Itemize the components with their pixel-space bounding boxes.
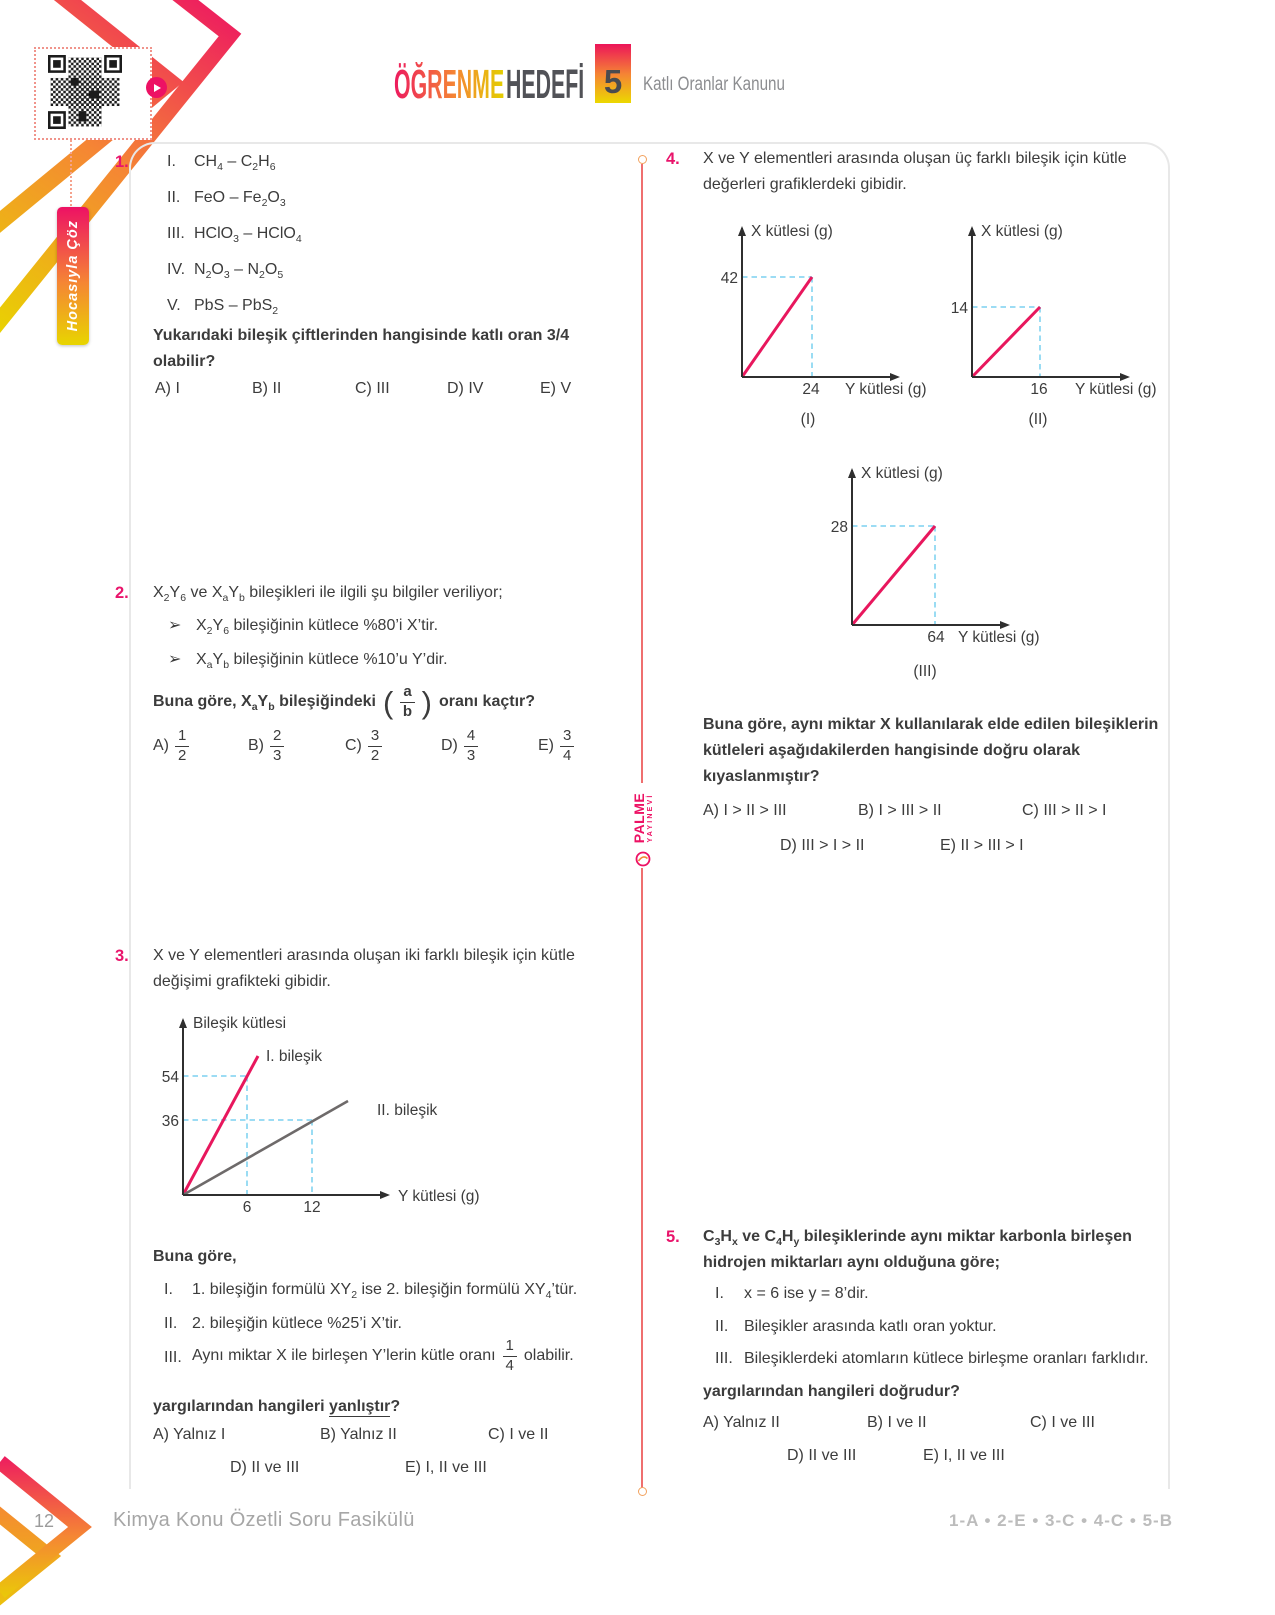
option-b: B) I > III > II	[858, 802, 942, 819]
x-tick-12: 12	[303, 1199, 321, 1216]
fraction-a-b: $\frac{a}{b}$	[400, 684, 414, 721]
publisher-icon	[634, 850, 652, 868]
chart-caption: (I)	[800, 411, 816, 428]
publisher-subname: YAYINEVİ	[647, 793, 654, 843]
y-tick: 42	[720, 270, 738, 287]
y-tick: 14	[950, 300, 968, 317]
page-title-colored: ÖĞRENME	[394, 61, 505, 107]
item-roman: II.	[167, 189, 181, 206]
item-roman: II.	[164, 1315, 178, 1332]
learning-goal-badge	[595, 44, 631, 103]
publisher-name: PALME	[631, 792, 647, 844]
chart-caption: (II)	[1028, 411, 1048, 428]
q3-line-chart	[140, 998, 540, 1223]
option-c: C) III > II > I	[1022, 802, 1107, 819]
item-roman: III.	[164, 1349, 182, 1366]
option-d: D) II ve III	[787, 1447, 857, 1464]
y-axis-label: X kütlesi (g)	[751, 223, 833, 240]
x-tick: 16	[1030, 381, 1048, 398]
item-formula: HClO$_3$ – HClO$_4$	[194, 225, 302, 246]
item-roman: I.	[715, 1285, 724, 1302]
paren-open: (	[382, 684, 394, 720]
page-subtitle: Katlı Oranlar Kanunu	[643, 74, 785, 95]
question-number: 2.	[115, 584, 129, 602]
fraction-1-4: $\frac{1}{4}$	[503, 1338, 517, 1375]
option-c: C) III	[355, 380, 390, 397]
item-text: 2. bileşiğin kütlece %25’i X’tir.	[192, 1315, 402, 1332]
x-tick: 24	[802, 381, 820, 398]
question-intro: $X_2Y_6$ ve $X_aY_b$ bileşikleri ile ilgili şu bilgiler veriliyor;	[153, 584, 503, 605]
item-formula: PbS – PbS$_2$	[194, 297, 279, 318]
y-axis-label: Bileşik kütlesi	[193, 1015, 287, 1032]
option-e: E) I, II ve III	[405, 1459, 487, 1476]
option-d: D) IV	[447, 380, 484, 397]
publisher-logo	[632, 783, 660, 853]
question-intro: $C_3H_x$ ve $C_4H_y$ bileşiklerinde aynı miktar karbonla birleşen hidrojen miktarları aynı olduğuna göre;	[703, 1228, 1132, 1271]
question-number: 3.	[115, 947, 129, 965]
item-roman: III.	[715, 1350, 733, 1367]
option-c: C) I ve III	[1030, 1414, 1095, 1431]
option-d: D) $\frac{4}{3}$	[441, 728, 478, 765]
bullet-text: $X_2Y_6$ bileşiğinin kütlece %80’i X’tir.	[196, 617, 439, 638]
option-c: C) $\frac{3}{2}$	[345, 728, 382, 765]
item-formula: $N_2O_3 - N_2O_5$	[194, 261, 284, 282]
option-e: E) V	[540, 380, 572, 397]
bullet-arrow-icon: ➢	[168, 651, 182, 668]
lead-text: Buna göre,	[153, 1248, 237, 1265]
option-a: A) I	[155, 380, 180, 397]
item-text: Bileşikler arasında katlı oran yoktur.	[744, 1318, 997, 1335]
option-c: C) I ve II	[488, 1426, 549, 1443]
option-b: B) II	[252, 380, 282, 397]
series-1-label: I. bileşik	[266, 1048, 322, 1065]
item-text-with-fraction: Aynı miktar X ile birleşen Y’lerin kütle oranı $\frac{1}{4}$ olabilir.	[192, 1336, 574, 1374]
bullet-text: $X_aY_b$ bileşiğinin kütlece %10’u Y’dir.	[196, 651, 448, 672]
question-number: 4.	[666, 150, 680, 168]
question-number: 1.	[115, 153, 129, 171]
y-tick: 28	[830, 519, 848, 536]
option-d: D) II ve III	[230, 1459, 300, 1476]
q4-chart-3	[808, 452, 1043, 697]
item-roman: II.	[715, 1318, 729, 1335]
underlined-word: yanlıştır	[329, 1398, 391, 1415]
option-b: B) $\frac{2}{3}$	[248, 728, 284, 765]
question-intro: X ve Y elementleri arasında oluşan iki farklı bileşik için kütle değişimi grafikteki gibidir.	[153, 947, 575, 990]
item-text: x = 6 ise y = 8’dir.	[744, 1285, 869, 1302]
y-axis-label: X kütlesi (g)	[981, 223, 1063, 240]
y-tick-36: 36	[161, 1113, 179, 1130]
page-number: 12	[33, 1511, 55, 1531]
question-number: 5.	[666, 1228, 680, 1246]
question-stem: Buna göre, aynı miktar X kullanılarak elde edilen bileşiklerin kütleleri aşağıdakilerden hangisinde doğru olarak kıyaslanmıştır?	[703, 716, 1159, 785]
qr-code	[48, 55, 122, 129]
badge-number: 5	[603, 63, 623, 100]
divider-dot-bottom	[638, 1487, 647, 1496]
q4-chart-1	[698, 212, 933, 447]
option-e: E) II > III > I	[940, 837, 1024, 854]
item-roman: V.	[167, 297, 181, 314]
side-tag-label: Hocasıyla Çöz	[65, 220, 81, 332]
option-b: B) Yalnız II	[320, 1426, 397, 1443]
item-roman: IV.	[167, 261, 186, 278]
x-axis-label: Y kütlesi (g)	[398, 1188, 480, 1205]
option-a: A) Yalnız I	[153, 1426, 226, 1443]
divider-dot-top	[638, 155, 647, 164]
y-axis-label: X kütlesi (g)	[861, 465, 943, 482]
footer-ribbon-icon	[0, 1438, 130, 1615]
y-tick-54: 54	[161, 1069, 179, 1086]
page-title-dark: HEDEFİ	[506, 61, 585, 107]
q4-chart-2	[928, 212, 1163, 447]
option-d: D) III > I > II	[780, 837, 865, 854]
option-b: B) I ve II	[867, 1414, 927, 1431]
question-intro: X ve Y elementleri arasında oluşan üç farklı bileşik için kütle değerleri grafiklerdeki gibidir.	[703, 150, 1127, 193]
x-axis-label: Y kütlesi (g)	[1075, 381, 1157, 398]
play-icon	[146, 77, 167, 98]
stem-prefix: Buna göre, $X_aY_b$ bileşiğindeki	[153, 693, 376, 714]
question-stem: Yukarıdaki bileşik çiftlerinden hangisinde katlı oran 3/4 olabilir?	[153, 327, 570, 370]
x-axis-label: Y kütlesi (g)	[845, 381, 927, 398]
question-stem: yargılarından hangileri doğrudur?	[703, 1383, 960, 1400]
series-2-label: II. bileşik	[377, 1102, 438, 1119]
item-text: Bileşiklerdeki atomların kütlece birleşme oranları farklıdır.	[744, 1350, 1149, 1367]
dotted-connector	[70, 140, 72, 206]
question-stem: yargılarından hangileri yanlıştır?	[153, 1398, 401, 1415]
answer-key: 1-A • 2-E • 3-C • 4-C • 5-B	[949, 1511, 1173, 1530]
x-axis-label: Y kütlesi (g)	[958, 629, 1040, 646]
question-stem	[153, 680, 535, 724]
booklet-title: Kimya Konu Özetli Soru Fasikülü	[113, 1509, 415, 1531]
item-roman: I.	[164, 1281, 173, 1298]
stem-suffix: oranı kaçtır?	[438, 693, 536, 710]
chart-caption: (III)	[913, 663, 937, 680]
option-e: E) I, II ve III	[923, 1447, 1005, 1464]
item-text: 1. bileşiğin formülü $XY_2$ ise 2. bileşiğin formülü $XY_4’tür$.	[192, 1281, 578, 1302]
x-tick: 64	[927, 629, 945, 646]
option-a: A) $\frac{1}{2}$	[153, 728, 189, 765]
option-e: E) $\frac{3}{4}$	[538, 728, 574, 765]
item-roman: I.	[167, 153, 176, 170]
item-roman: III.	[167, 225, 185, 242]
option-a: A) I > II > III	[703, 802, 787, 819]
side-tag-hocasiyla-coz	[57, 207, 89, 345]
paren-close: )	[421, 684, 432, 720]
bullet-arrow-icon: ➢	[168, 617, 182, 634]
item-formula: $CH_4 - C_2H_6$	[194, 153, 276, 174]
option-a: A) Yalnız II	[703, 1414, 780, 1431]
item-formula: FeO – $Fe_2O_3$	[194, 189, 286, 210]
x-tick-6: 6	[242, 1199, 252, 1216]
